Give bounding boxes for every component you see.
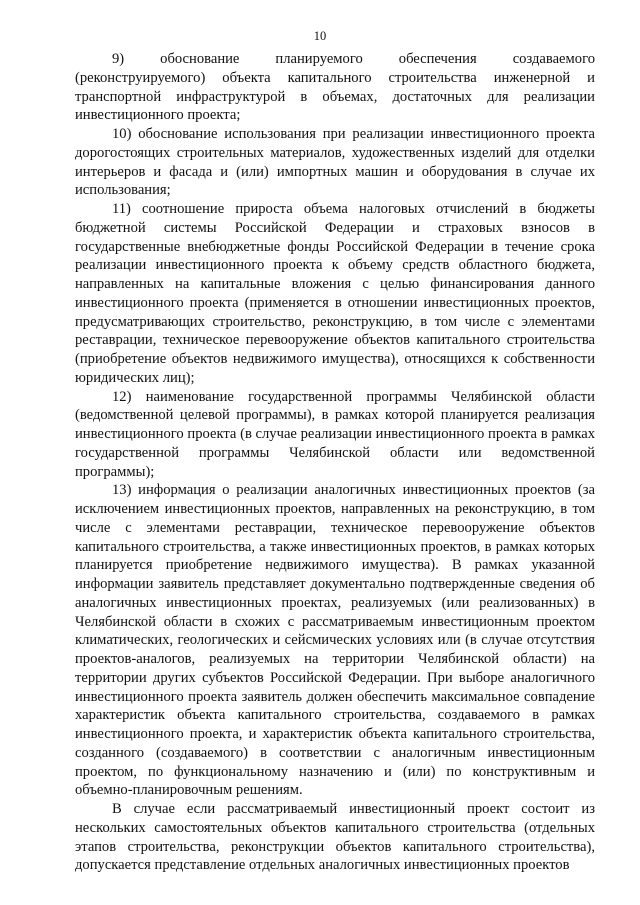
paragraph-item-11: 11) соотношение прироста объема налоговых отчислений в бюджеты бюджетной системы Российской Федерации и страховых взносов в государственные внебюджетные фонды Российской Федерации в течение срока реализации инвестиционного проекта к объему средств областного бюджета, направленных на капитальные вложения с целью финансирования данного инвестиционного проекта (применяется в отношении инвестиционных проектов, предусматривающих строительство, реконструкцию, в том числе с элементами реставрации, техническое перевооружение объектов капитального строительства (приобретение объектов недвижимого имущества), относящихся к собственности юридических лиц); xyxy=(75,201,595,386)
paragraph-item-9: 9) обоснование планируемого обеспечения создаваемого (реконструируемого) объекта капитального строительства инженерной и транспортной инфраструктурой в объемах, достаточных для реализации инвестиционного проекта; xyxy=(75,51,595,124)
paragraph-item-12: 12) наименование государственной программы Челябинской области (ведомственной целевой программы), в рамках которой планируется реализация инвестиционного проекта (в случае реализации инвестиционного проекта в рамках государственной программы Челябинской области или ведомственной программы); xyxy=(75,388,595,480)
paragraph-item-13: 13) информация о реализации аналогичных инвестиционных проектов (за исключением инвестиционных проектов, направленных на реконструкцию, в том числе с элементами реставрации, техническое перевооружение объектов капитального строительства, а также инвестиционных проектов, в рамках которых планируется приобретение недвижимого имущества). В рамках указанной информации заявитель представляет документально подтвержденные сведения об аналогичных инвестиционных проектах, реализуемых (или реализованных) в Челябинской области в схожих с рассматриваемым инвестиционным проектом климатических, геологических и сейсмических условиях или (в случае отсутствия проектов-аналогов, реализуемых на территории Челябинской области) на территории других субъектов Российской Федерации. При выборе аналогичного инвестиционного проекта заявитель должен обеспечить максимальное совпадение характеристик объекта капитального строительства, создаваемого в рамках инвестиционного проекта, и характеристик объекта капитального строительства, созданного (создаваемого) в соответствии с аналогичным инвестиционным проектом, по функциональному назначению и (или) по конструктивным и объемно-планировочным решениям. xyxy=(75,482,595,799)
document-body xyxy=(75,50,595,875)
page-number: 10 xyxy=(313,29,327,43)
paragraph-multi-object-note: В случае если рассматриваемый инвестиционный проект состоит из нескольких самостоятельных объектов капитального строительства (отдельных этапов строительства, реконструкции объектов капитального строительства), допускается представление отдельных аналогичных инвестиционных проектов xyxy=(75,801,595,874)
paragraph-item-10: 10) обоснование использования при реализации инвестиционного проекта дорогостоящих строительных материалов, художественных изделий для отделки интерьеров и фасада и (или) импортных машин и оборудования в случае их использования; xyxy=(75,126,595,199)
